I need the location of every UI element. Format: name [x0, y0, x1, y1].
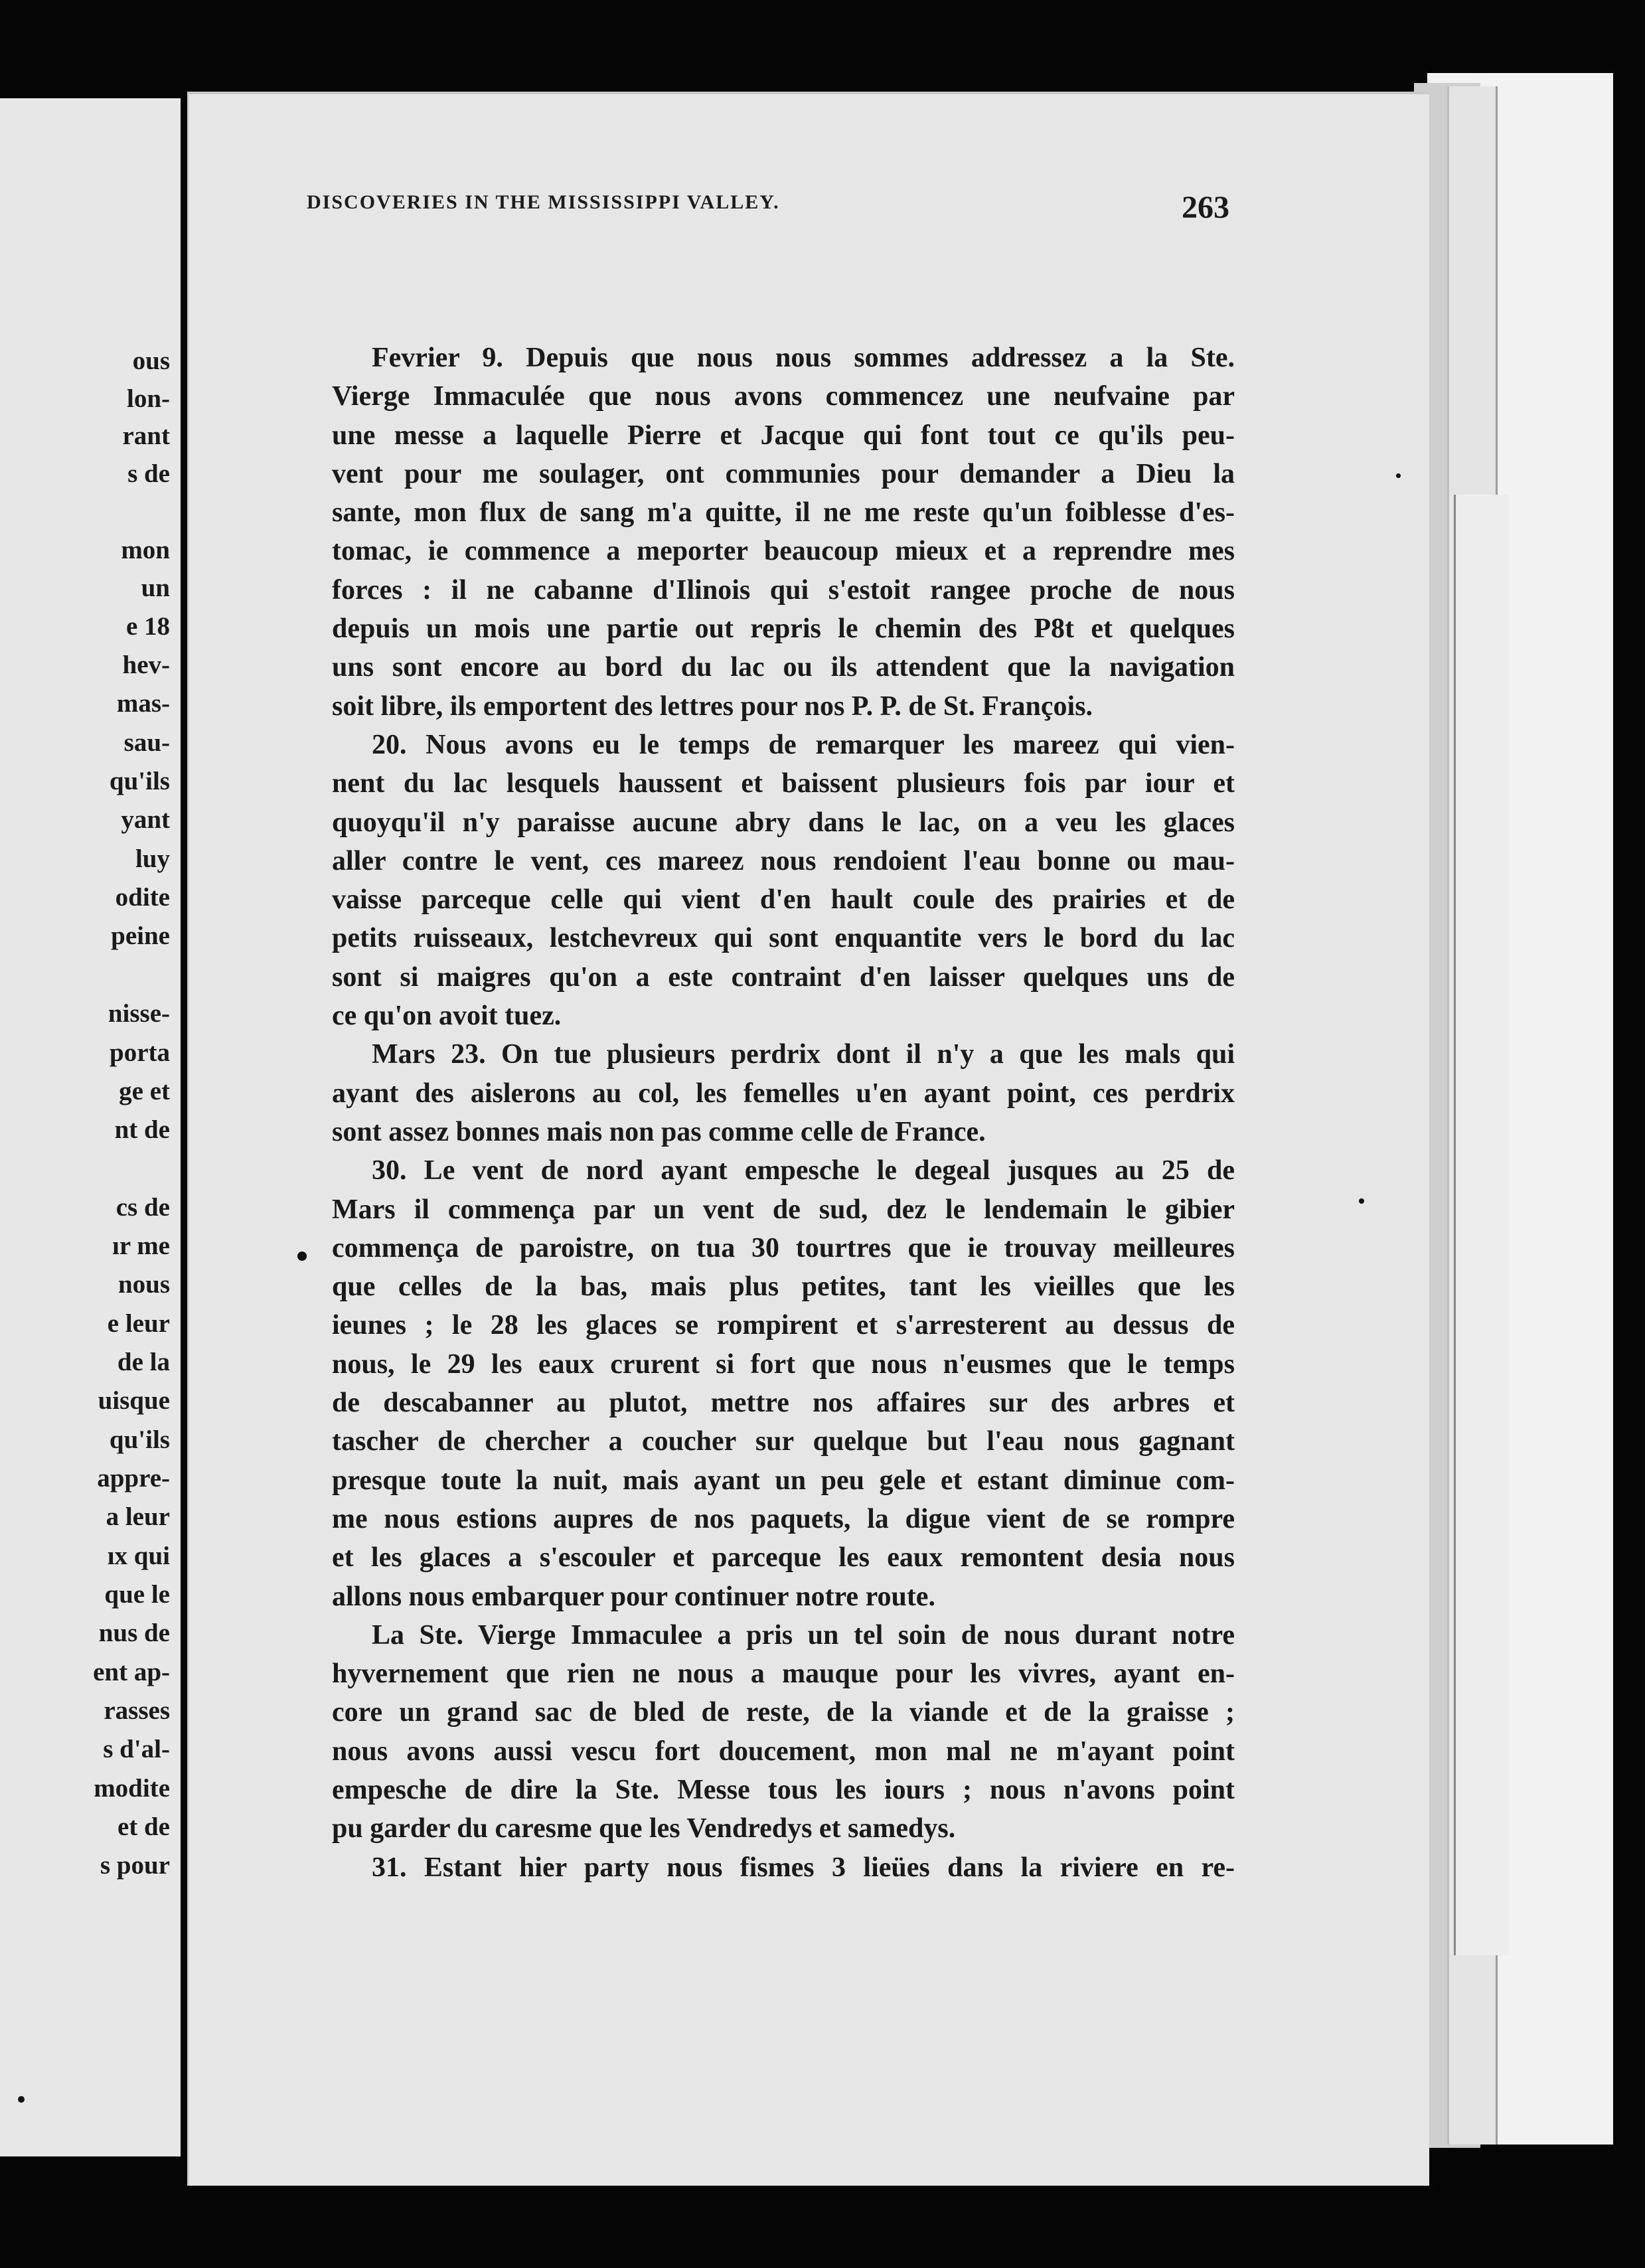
text-line: sante, mon flux de sang m'a quitte, il ne me reste qu'un foiblesse d'es-: [332, 497, 1235, 528]
text-line: nous, le 29 les eaux crurent si fort que nous n'eusmes que le temps: [332, 1348, 1235, 1380]
text-line: ayant des aislerons au col, les femelles u'en ayant point, ces perdrix: [332, 1078, 1235, 1109]
previous-page-text-fragment: e 18: [125, 612, 170, 641]
previous-page-text-fragment: ous: [132, 347, 170, 375]
previous-page-text-fragment: hev-: [122, 651, 170, 679]
text-line: depuis un mois une partie out repris le chemin des P8t et quelques: [332, 613, 1235, 645]
text-line: tomac, ie commence a meporter beaucoup mieux et a reprendre mes: [332, 536, 1235, 567]
previous-page-text-fragment: que le: [104, 1580, 170, 1609]
text-line: forces : il ne cabanne d'Ilinois qui s'estoit rangee proche de nous: [332, 574, 1235, 606]
previous-page-text-fragment: de la: [117, 1348, 170, 1376]
text-line: me nous estions aupres de nos paquets, la digue vient de se rompre: [332, 1503, 1235, 1534]
previous-page-text-fragment: s pour: [100, 1851, 170, 1880]
previous-page-text-fragment: cs de: [116, 1193, 170, 1222]
previous-page-fragment: [0, 98, 181, 2156]
text-line: pu garder du caresme que les Vendredys et samedys.: [332, 1813, 956, 1844]
text-line: 20. Nous avons eu le temps de remarquer les mareez qui vien-: [372, 729, 1235, 760]
ink-speck: [18, 2096, 25, 2103]
text-line: tascher de chercher a coucher sur quelque but l'eau nous gagnant: [332, 1426, 1235, 1457]
text-line: et les glaces a s'escouler et parceque les eaux remontent desia nous: [332, 1542, 1235, 1574]
previous-page-text-fragment: uisque: [98, 1386, 170, 1415]
running-head: DISCOVERIES IN THE MISSISSIPPI VALLEY.: [307, 191, 780, 213]
text-line: presque toute la nuit, mais ayant un peu gele et estant diminue com-: [332, 1465, 1235, 1496]
text-line: de descabanner au plutot, mettre nos affaires sur des arbres et: [332, 1388, 1235, 1419]
text-line: 30. Le vent de nord ayant empesche le degeal jusques au 25 de: [372, 1155, 1235, 1186]
ink-speck: [1396, 473, 1401, 478]
text-line: une messe a laquelle Pierre et Jacque qui font tout ce qu'ils peu-: [332, 420, 1235, 451]
text-line: aller contre le vent, ces mareez nous rendoient l'eau bonne ou mau-: [332, 845, 1235, 876]
text-line: hyvernement que rien ne nous a mauque pour les vivres, ayant en-: [332, 1659, 1235, 1690]
previous-page-text-fragment: lon-: [126, 384, 170, 413]
text-line: Fevrier 9. Depuis que nous nous sommes addressez a la Ste.: [372, 343, 1235, 373]
ink-speck: [297, 1252, 307, 1261]
previous-page-text-fragment: ır me: [112, 1232, 170, 1260]
previous-page-text-fragment: appre-: [97, 1464, 170, 1493]
text-line: commença de paroistre, on tua 30 tourtres que ie trouvay meilleures: [332, 1232, 1235, 1263]
previous-page-text-fragment: odite: [115, 883, 170, 912]
previous-page-text-fragment: peine: [111, 922, 170, 950]
previous-page-text-fragment: qu'ils: [109, 1425, 170, 1454]
previous-page-text-fragment: rant: [122, 422, 170, 450]
text-line: sont assez bonnes mais non pas comme celle de France.: [332, 1116, 986, 1147]
text-line: uns sont encore au bord du lac ou ils attendent que la navigation: [332, 652, 1235, 683]
previous-page-text-fragment: ge et: [119, 1077, 170, 1105]
previous-page-text-fragment: a leur: [106, 1502, 170, 1531]
previous-page-text-fragment: nous: [118, 1270, 170, 1299]
text-line: La Ste. Vierge Immaculee a pris un tel soin de nous durant notre: [372, 1619, 1235, 1651]
previous-page-text-fragment: nus de: [98, 1619, 170, 1647]
text-line: Vierge Immaculée que nous avons commencez une neufvaine par: [332, 381, 1235, 412]
previous-page-text-fragment: nt de: [114, 1115, 170, 1144]
previous-page-text-fragment: s de: [127, 459, 170, 488]
previous-page-text-fragment: yant: [121, 805, 170, 834]
page-number: 263: [1182, 190, 1229, 225]
previous-page-text-fragment: ent ap-: [93, 1658, 170, 1686]
previous-page-text-fragment: s d'al-: [103, 1735, 170, 1763]
text-line: nous avons aussi vescu fort doucement, mon mal ne m'ayant point: [332, 1736, 1235, 1767]
previous-page-text-fragment: ıx qui: [107, 1542, 170, 1570]
previous-page-text-fragment: e leur: [107, 1309, 170, 1338]
previous-page-text-fragment: porta: [110, 1038, 170, 1067]
text-line: allons nous embarquer pour continuer notre route.: [332, 1581, 935, 1612]
previous-page-text-fragment: un: [141, 574, 170, 602]
previous-page-text-fragment: mon: [121, 536, 170, 564]
text-line: Mars il commença par un vent de sud, dez le lendemain le gibier: [332, 1194, 1235, 1225]
text-line: vaisse parceque celle qui vient d'en hault coule des prairies et de: [332, 884, 1235, 916]
previous-page-text-fragment: mas-: [116, 689, 170, 718]
text-line: nent du lac lesquels haussent et baissent plusieurs fois par iour et: [332, 768, 1235, 799]
previous-page-text-fragment: modite: [94, 1774, 170, 1803]
text-line: soit libre, ils emportent des lettres pour nos P. P. de St. François.: [332, 690, 1093, 722]
text-line: ce qu'on avoit tuez.: [332, 1001, 562, 1032]
text-line: vent pour me soulager, ont communies pour demander a Dieu la: [332, 458, 1235, 489]
text-line: Mars 23. On tue plusieurs perdrix dont il n'y a que les mals qui: [372, 1039, 1235, 1070]
ink-speck: [1359, 1198, 1364, 1204]
text-line: quoyqu'il n'y paraisse aucune abry dans le lac, on a veu les glaces: [332, 807, 1235, 838]
text-line: petits ruisseaux, lestchevreux qui sont enquantite vers le bord du lac: [332, 923, 1235, 954]
previous-page-text-fragment: sau-: [123, 728, 170, 757]
text-line: ieunes ; le 28 les glaces se rompirent et s'arresterent au dessus de: [332, 1310, 1235, 1341]
previous-page-text-fragment: qu'ils: [109, 767, 170, 795]
text-line: empesche de dire la Ste. Messe tous les iours ; nous n'avons point: [332, 1774, 1235, 1805]
text-line: 31. Estant hier party nous fismes 3 lieües dans la riviere en re-: [372, 1852, 1235, 1883]
text-line: que celles de la bas, mais plus petites, tant les vieilles que les: [332, 1271, 1235, 1303]
previous-page-text-fragment: luy: [135, 845, 170, 873]
text-line: core un grand sac de bled de reste, de la viande et de la graisse ;: [332, 1697, 1235, 1728]
text-line: sont si maigres qu'on a este contraint d'en laisser quelques uns de: [332, 961, 1235, 993]
previous-page-text-fragment: rasses: [104, 1696, 170, 1725]
previous-page-text-fragment: et de: [117, 1813, 170, 1841]
body-text: [332, 339, 1235, 1887]
page-stack-edge: [1454, 495, 1509, 1955]
previous-page-text-fragment: nisse-: [108, 999, 170, 1028]
